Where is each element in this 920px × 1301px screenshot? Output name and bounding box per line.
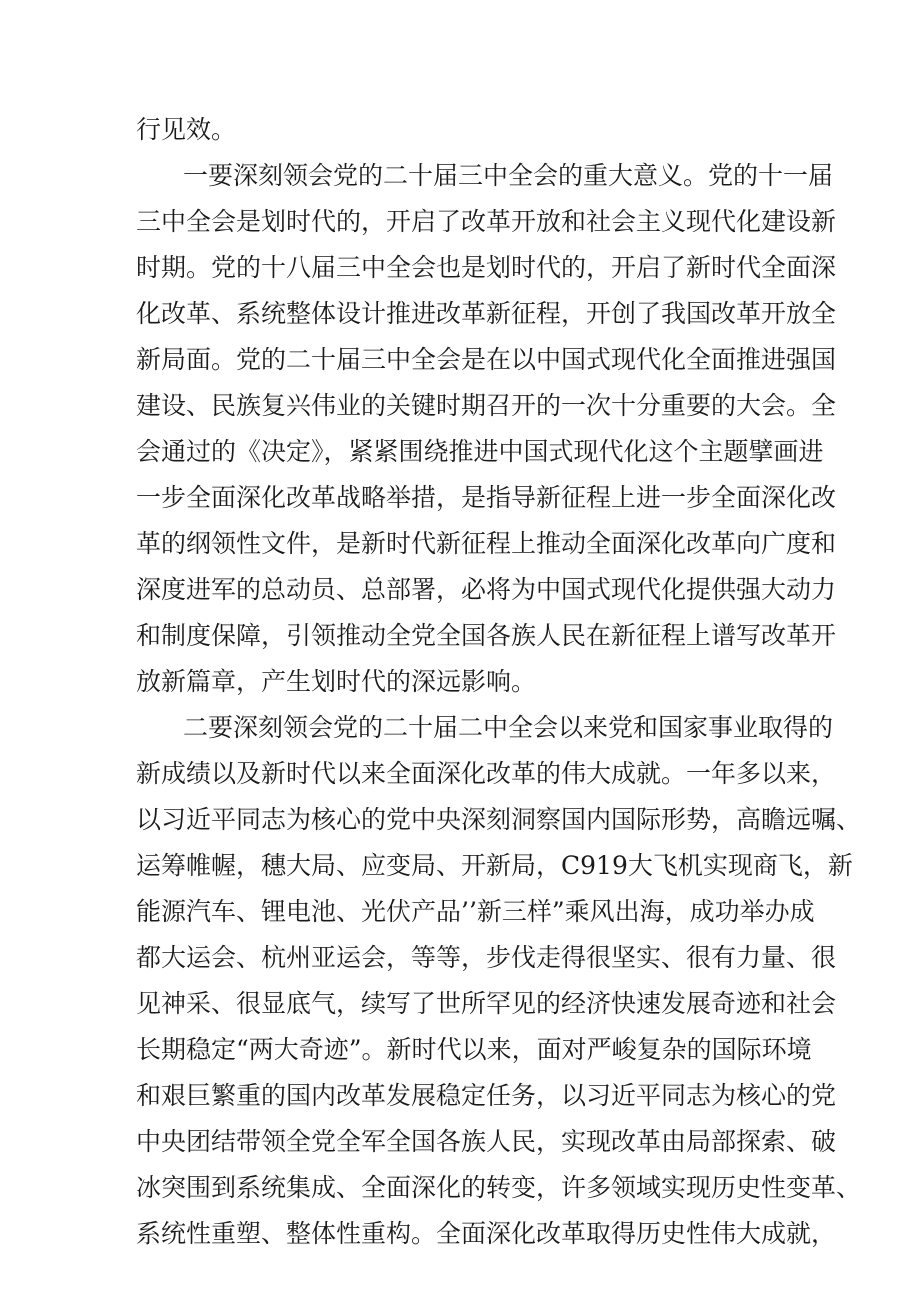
text-line: 长期稳定“两大奇迹”。新时代以来，面对严峻复杂的国际环境 (136, 1035, 812, 1064)
text-line: 时期。党的十八届三中全会也是划时代的，开启了新时代全面深 (136, 253, 837, 282)
text-line: 冰突围到系统集成、全面深化的转变，许多领域实现历史性变革、 (136, 1173, 862, 1202)
text-line: 放新篇章，产生划时代的深远影响。 (136, 667, 537, 696)
text-line: 行见效。 (136, 115, 237, 144)
text-line: 化改革、系统整体设计推进改革新征程，开创了我国改革开放全 (136, 299, 837, 328)
text-line: 一步全面深化改革战略举措，是指导新征程上进一步全面深化改 (136, 483, 837, 512)
text-line: 和制度保障，引领推动全党全国各族人民在新征程上谱写改革开 (136, 621, 837, 650)
text-line: 新成绩以及新时代以来全面深化改革的伟大成就。一年多以来， (136, 759, 837, 788)
text-line: 以习近平同志为核心的党中央深刻洞察国内国际形势，高瞻远嘱、 (136, 805, 862, 834)
text-line: 革的纲领性文件，是新时代新征程上推动全面深化改革向广度和 (136, 529, 837, 558)
text-line: 会通过的《决定》，紧紧围绕推进中国式现代化这个主题擘画进 (136, 437, 824, 466)
text-line: 深度进军的总动员、总部署，必将为中国式现代化提供强大动力 (136, 575, 837, 604)
paragraph-2-line: 二要深刻领会党的二十届二中全会以来党和国家事业取得的 (183, 713, 834, 742)
paragraph-1-line: 一要深刻领会党的二十届三中全会的重大意义。党的十一届 (183, 161, 834, 190)
text-line: 中央团结带领全党全军全国各族人民，实现改革由局部探索、破 (136, 1127, 837, 1156)
text-line: 系统性重塑、整体性重构。全面深化改革取得历史性伟大成就， (136, 1219, 837, 1248)
text-line: 新局面。党的二十届三中全会是在以中国式现代化全面推进强国 (136, 345, 837, 374)
text-line: 三中全会是划时代的，开启了改革开放和社会主义现代化建设新 (136, 207, 837, 236)
text-line: 建设、民族复兴伟业的关键时期召开的一次十分重要的大会。全 (136, 391, 837, 420)
text-line: 见神采、很显底气，续写了世所罕见的经济快速发展奇迹和社会 (136, 989, 837, 1018)
text-line: 和艰巨繁重的国内改革发展稳定任务，以习近平同志为核心的党 (136, 1081, 837, 1110)
text-line: 运筹帷幄，穗大局、应变局、开新局，C919大飞机实现商飞，新 (136, 851, 853, 880)
text-line: 都大运会、杭州亚运会，等等，步伐走得很坚实、很有力量、很 (136, 943, 837, 972)
text-line: 能源汽车、锂电池、光伏产品’’新三样”乘风出海，成功举办成 (136, 897, 815, 926)
